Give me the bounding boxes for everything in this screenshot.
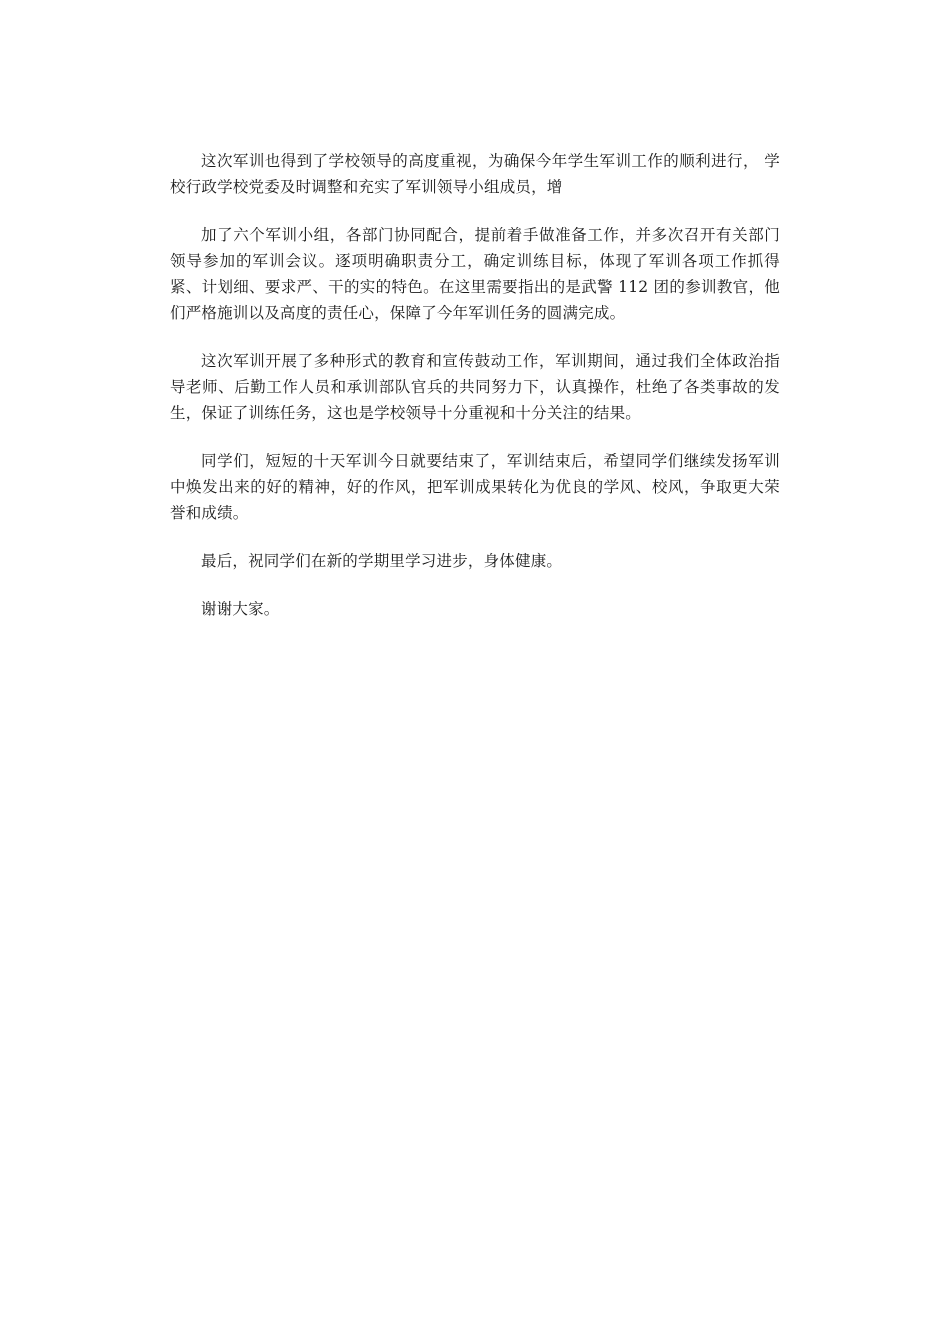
paragraph: 最后，祝同学们在新的学期里学习进步，身体健康。	[201, 552, 563, 570]
paragraph: 谢谢大家。	[201, 600, 280, 618]
paragraph: 这次军训开展了多种形式的教育和宣传鼓动工作，军训期间，通过我们全体政治指导老师、后勤工作人员和承训部队官兵的共同努力下，认真操作，杜绝了各类事故的发生，保证了训练任务，这也是学校领导十分重视和十分关注的结果。	[170, 352, 780, 422]
paragraph: 同学们，短短的十天军训今日就要结束了，军训结束后，希望同学们继续发扬军训中焕发出来的好的精神，好的作风，把军训成果转化为优良的学风、校风，争取更大荣誉和成绩。	[170, 452, 780, 522]
paragraph: 这次军训也得到了学校领导的高度重视，为确保今年学生军训工作的顺利进行， 学校行政学校党委及时调整和充实了军训领导小组成员，增	[170, 152, 780, 196]
paragraph: 加了六个军训小组，各部门协同配合，提前着手做准备工作，并多次召开有关部门领导参加的军训会议。逐项明确职责分工，确定训练目标，体现了军训各项工作抓得紧、计划细、要求严、干的实的特色。在这里需要指出的是武警 112 团的参训教官，他们严格施训以及高度的责任心，保障了今年军训任务的圆满完成。	[170, 226, 780, 322]
document-body	[170, 148, 780, 644]
